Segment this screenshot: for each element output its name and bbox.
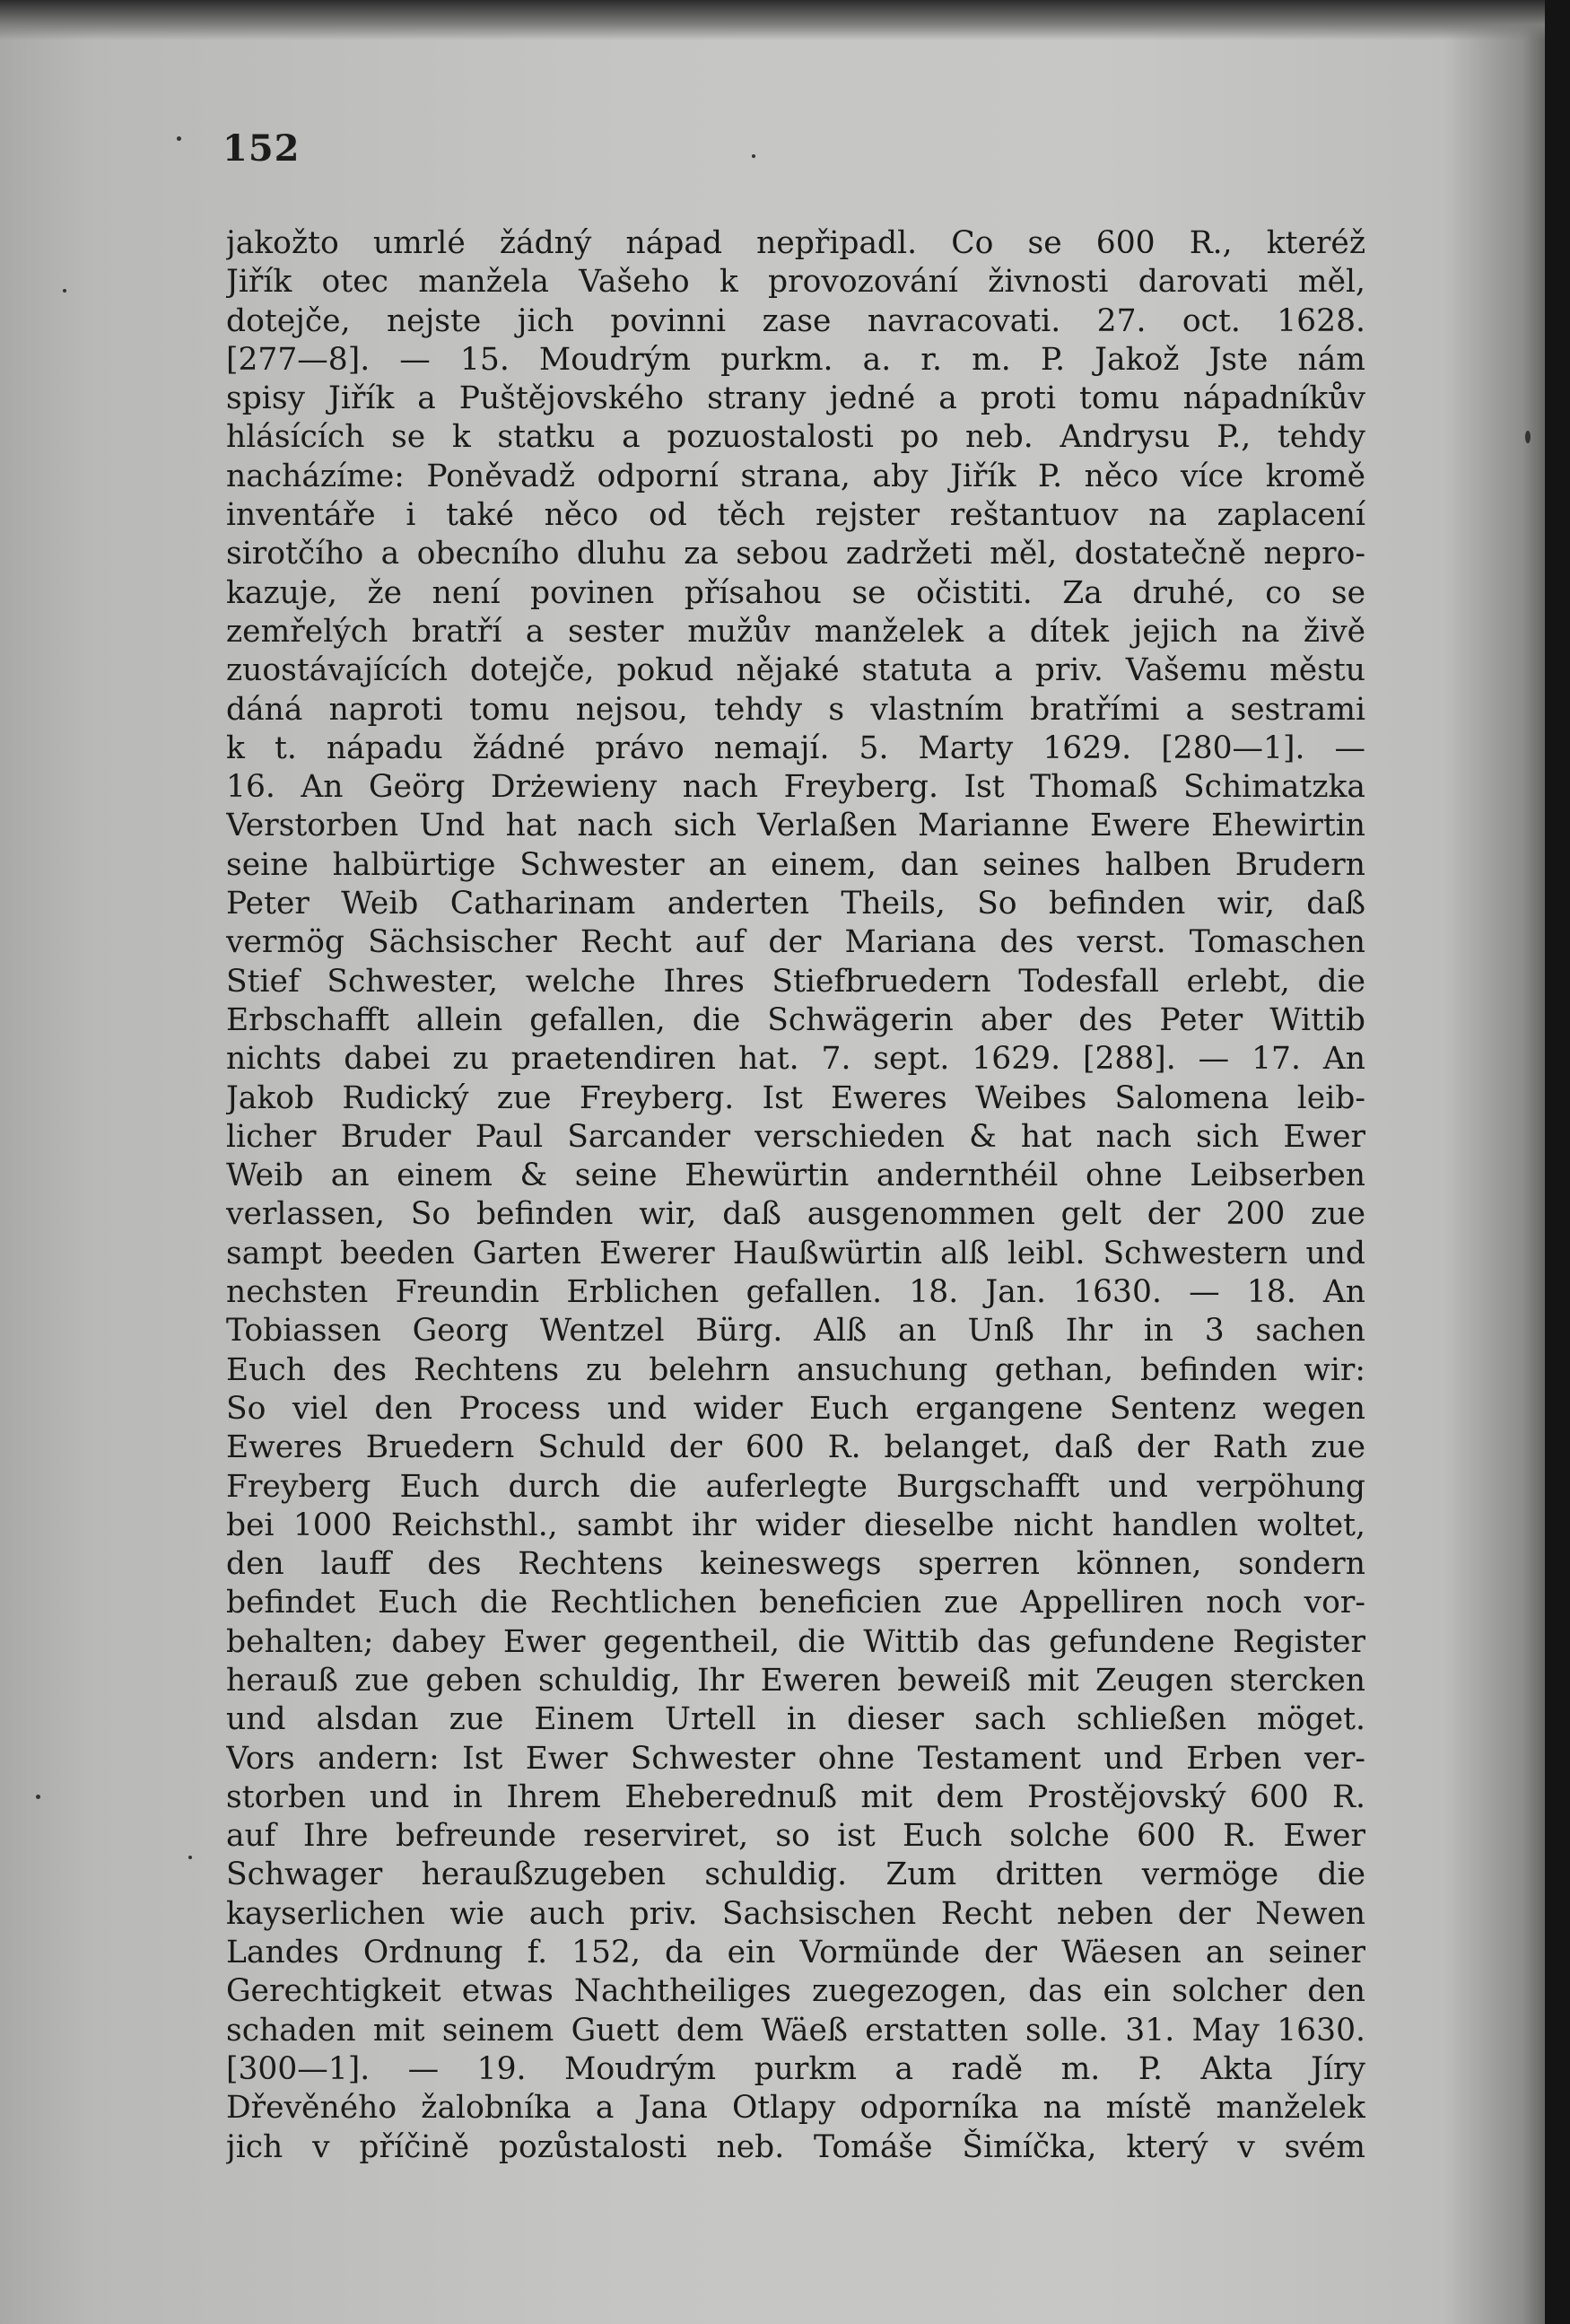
text-line: behalten; dabey Ewer gegentheil, die Wittib das gefundene Register: [226, 1623, 1365, 1660]
scan-speck: [1525, 431, 1531, 443]
text-line: schaden mit seinem Guett dem Wäeß erstatten solle. 31. May 1630.: [226, 2012, 1365, 2049]
text-line: Weib an einem & seine Ehewürtin andernthéil ohne Leibserben: [226, 1158, 1365, 1194]
text-line: Freyberg Euch durch die auferlegte Burgschafft und verpöhung: [226, 1468, 1365, 1505]
text-line: dáná naproti tomu nejsou, tehdy s vlastním bratřími a sestrami: [226, 691, 1365, 728]
text-line: sampt beeden Garten Ewerer Haußwürtin alß leibl. Schwestern und: [226, 1235, 1365, 1271]
text-line: Schwager heraußzugeben schuldig. Zum dritten vermöge die: [226, 1857, 1365, 1893]
text-line: Erbschafft allein gefallen, die Schwägerin aber des Peter Wittib: [226, 1001, 1365, 1038]
text-line: dotejče, nejste jich povinni zase navracovati. 27. oct. 1628.: [226, 302, 1365, 339]
text-line: nacházíme: Poněvadž odporní strana, aby Jiřík P. něco více kromě: [226, 458, 1365, 494]
text-line: herauß zue geben schuldig, Ihr Eweren beweiß mit Zeugen stercken: [226, 1662, 1365, 1699]
text-line: Dřevěného žalobníka a Jana Otlapy odporníka na místě manželek: [226, 2090, 1365, 2127]
text-line: [277—8]. — 15. Moudrým purkm. a. r. m. P. Jakož Jste nám: [226, 341, 1365, 378]
text-line: kazuje, že není povinen přísahou se očistiti. Za druhé, co se: [226, 574, 1365, 611]
text-line: Stief Schwester, welche Ihres Stiefbruedern Todesfall erlebt, die: [226, 963, 1365, 1000]
text-line: seine halbürtige Schwester an einem, dan seines halben Brudern: [226, 846, 1365, 883]
text-line: storben und in Ihrem Eheberednuß mit dem Prostějovský 600 R.: [226, 1778, 1365, 1815]
scan-speck: [188, 1856, 192, 1859]
text-line: befindet Euch die Rechtlichen beneficien zue Appelliren noch vor-: [226, 1585, 1365, 1621]
text-line: Gerechtigkeit etwas Nachtheiliges zuegezogen, das ein solcher den: [226, 1973, 1365, 2010]
scan-speck: [63, 289, 66, 293]
text-line: jakožto umrlé žádný nápad nepřipadl. Co se 600 R., kteréž: [226, 225, 1365, 261]
text-line: k t. nápadu žádné právo nemají. 5. Marty 1629. [280—1]. —: [226, 730, 1365, 766]
text-line: und alsdan zue Einem Urtell in dieser sach schließen möget.: [226, 1701, 1365, 1738]
text-line: nechsten Freundin Erblichen gefallen. 18. Jan. 1630. — 18. An: [226, 1274, 1365, 1311]
text-line: Landes Ordnung f. 152, da ein Vormünde der Wäesen an seiner: [226, 1935, 1365, 1971]
text-line: vermög Sächsischer Recht auf der Mariana des verst. Tomaschen: [226, 924, 1365, 961]
text-line: den lauff des Rechtens keineswegs sperren können, sondern: [226, 1546, 1365, 1583]
scan-speck: [752, 154, 755, 158]
text-line: Peter Weib Catharinam anderten Theils, So befinden wir, daß: [226, 886, 1365, 922]
text-line: verlassen, So befinden wir, daß ausgenommen gelt der 200 zue: [226, 1196, 1365, 1233]
text-line: Jakob Rudický zue Freyberg. Ist Eweres Weibes Salomena leib-: [226, 1079, 1365, 1116]
text-line: Tobiassen Georg Wentzel Bürg. Alß an Unß Ihr in 3 sachen: [226, 1313, 1365, 1350]
text-line: jich v příčině pozůstalosti neb. Tomáše Šimíčka, který v svém: [226, 2128, 1365, 2165]
scan-speck: [36, 1795, 40, 1799]
scan-speck: [177, 136, 181, 141]
text-line: kayserlichen wie auch priv. Sachsischen Recht neben der Newen: [226, 1895, 1365, 1932]
text-line: auf Ihre befreunde reserviret, so ist Euch solche 600 R. Ewer: [226, 1818, 1365, 1855]
text-line: zemřelých bratří a sester mužův manželek a dítek jejich na živě: [226, 613, 1365, 650]
text-line: Jiřík otec manžela Vašeho k provozování živnosti darovati měl,: [226, 264, 1365, 301]
text-line: Eweres Bruedern Schuld der 600 R. belanget, daß der Rath zue: [226, 1429, 1365, 1466]
text-line: So viel den Process und wider Euch ergangene Sentenz wegen: [226, 1390, 1365, 1427]
text-line: bei 1000 Reichsthl., sambt ihr wider dieselbe nicht handlen woltet,: [226, 1507, 1365, 1543]
text-line: inventáře i také něco od těch rejster reštantuov na zaplacení: [226, 497, 1365, 534]
text-line: 16. An Geörg Drżewieny nach Freyberg. Ist Thomaß Schimatzka: [226, 769, 1365, 806]
text-line: [300—1]. — 19. Moudrým purkm a radě m. P. Akta Jíry: [226, 2050, 1365, 2087]
page-number: 152: [222, 127, 301, 170]
text-line: licher Bruder Paul Sarcander verschieden & hat nach sich Ewer: [226, 1118, 1365, 1155]
text-line: Euch des Rechtens zu belehrn ansuchung gethan, befinden wir:: [226, 1351, 1365, 1388]
text-line: sirotčího a obecního dluhu za sebou zadržeti měl, dostatečně nepro-: [226, 536, 1365, 572]
text-line: Vors andern: Ist Ewer Schwester ohne Testament und Erben ver-: [226, 1740, 1365, 1777]
text-line: Verstorben Und hat nach sich Verlaßen Marianne Ewere Ehewirtin: [226, 808, 1365, 844]
text-line: spisy Jiřík a Puštějovského strany jedné a proti tomu nápadníkův: [226, 380, 1365, 417]
text-line: hlásících se k statku a pozuostalosti po neb. Andrysu P., tehdy: [226, 419, 1365, 456]
text-line: nichts dabei zu praetendiren hat. 7. sept. 1629. [288]. — 17. An: [226, 1041, 1365, 1078]
body-text: [226, 224, 1365, 2167]
text-line: zuostávajících dotejče, pokud nějaké statuta a priv. Vašemu městu: [226, 652, 1365, 689]
